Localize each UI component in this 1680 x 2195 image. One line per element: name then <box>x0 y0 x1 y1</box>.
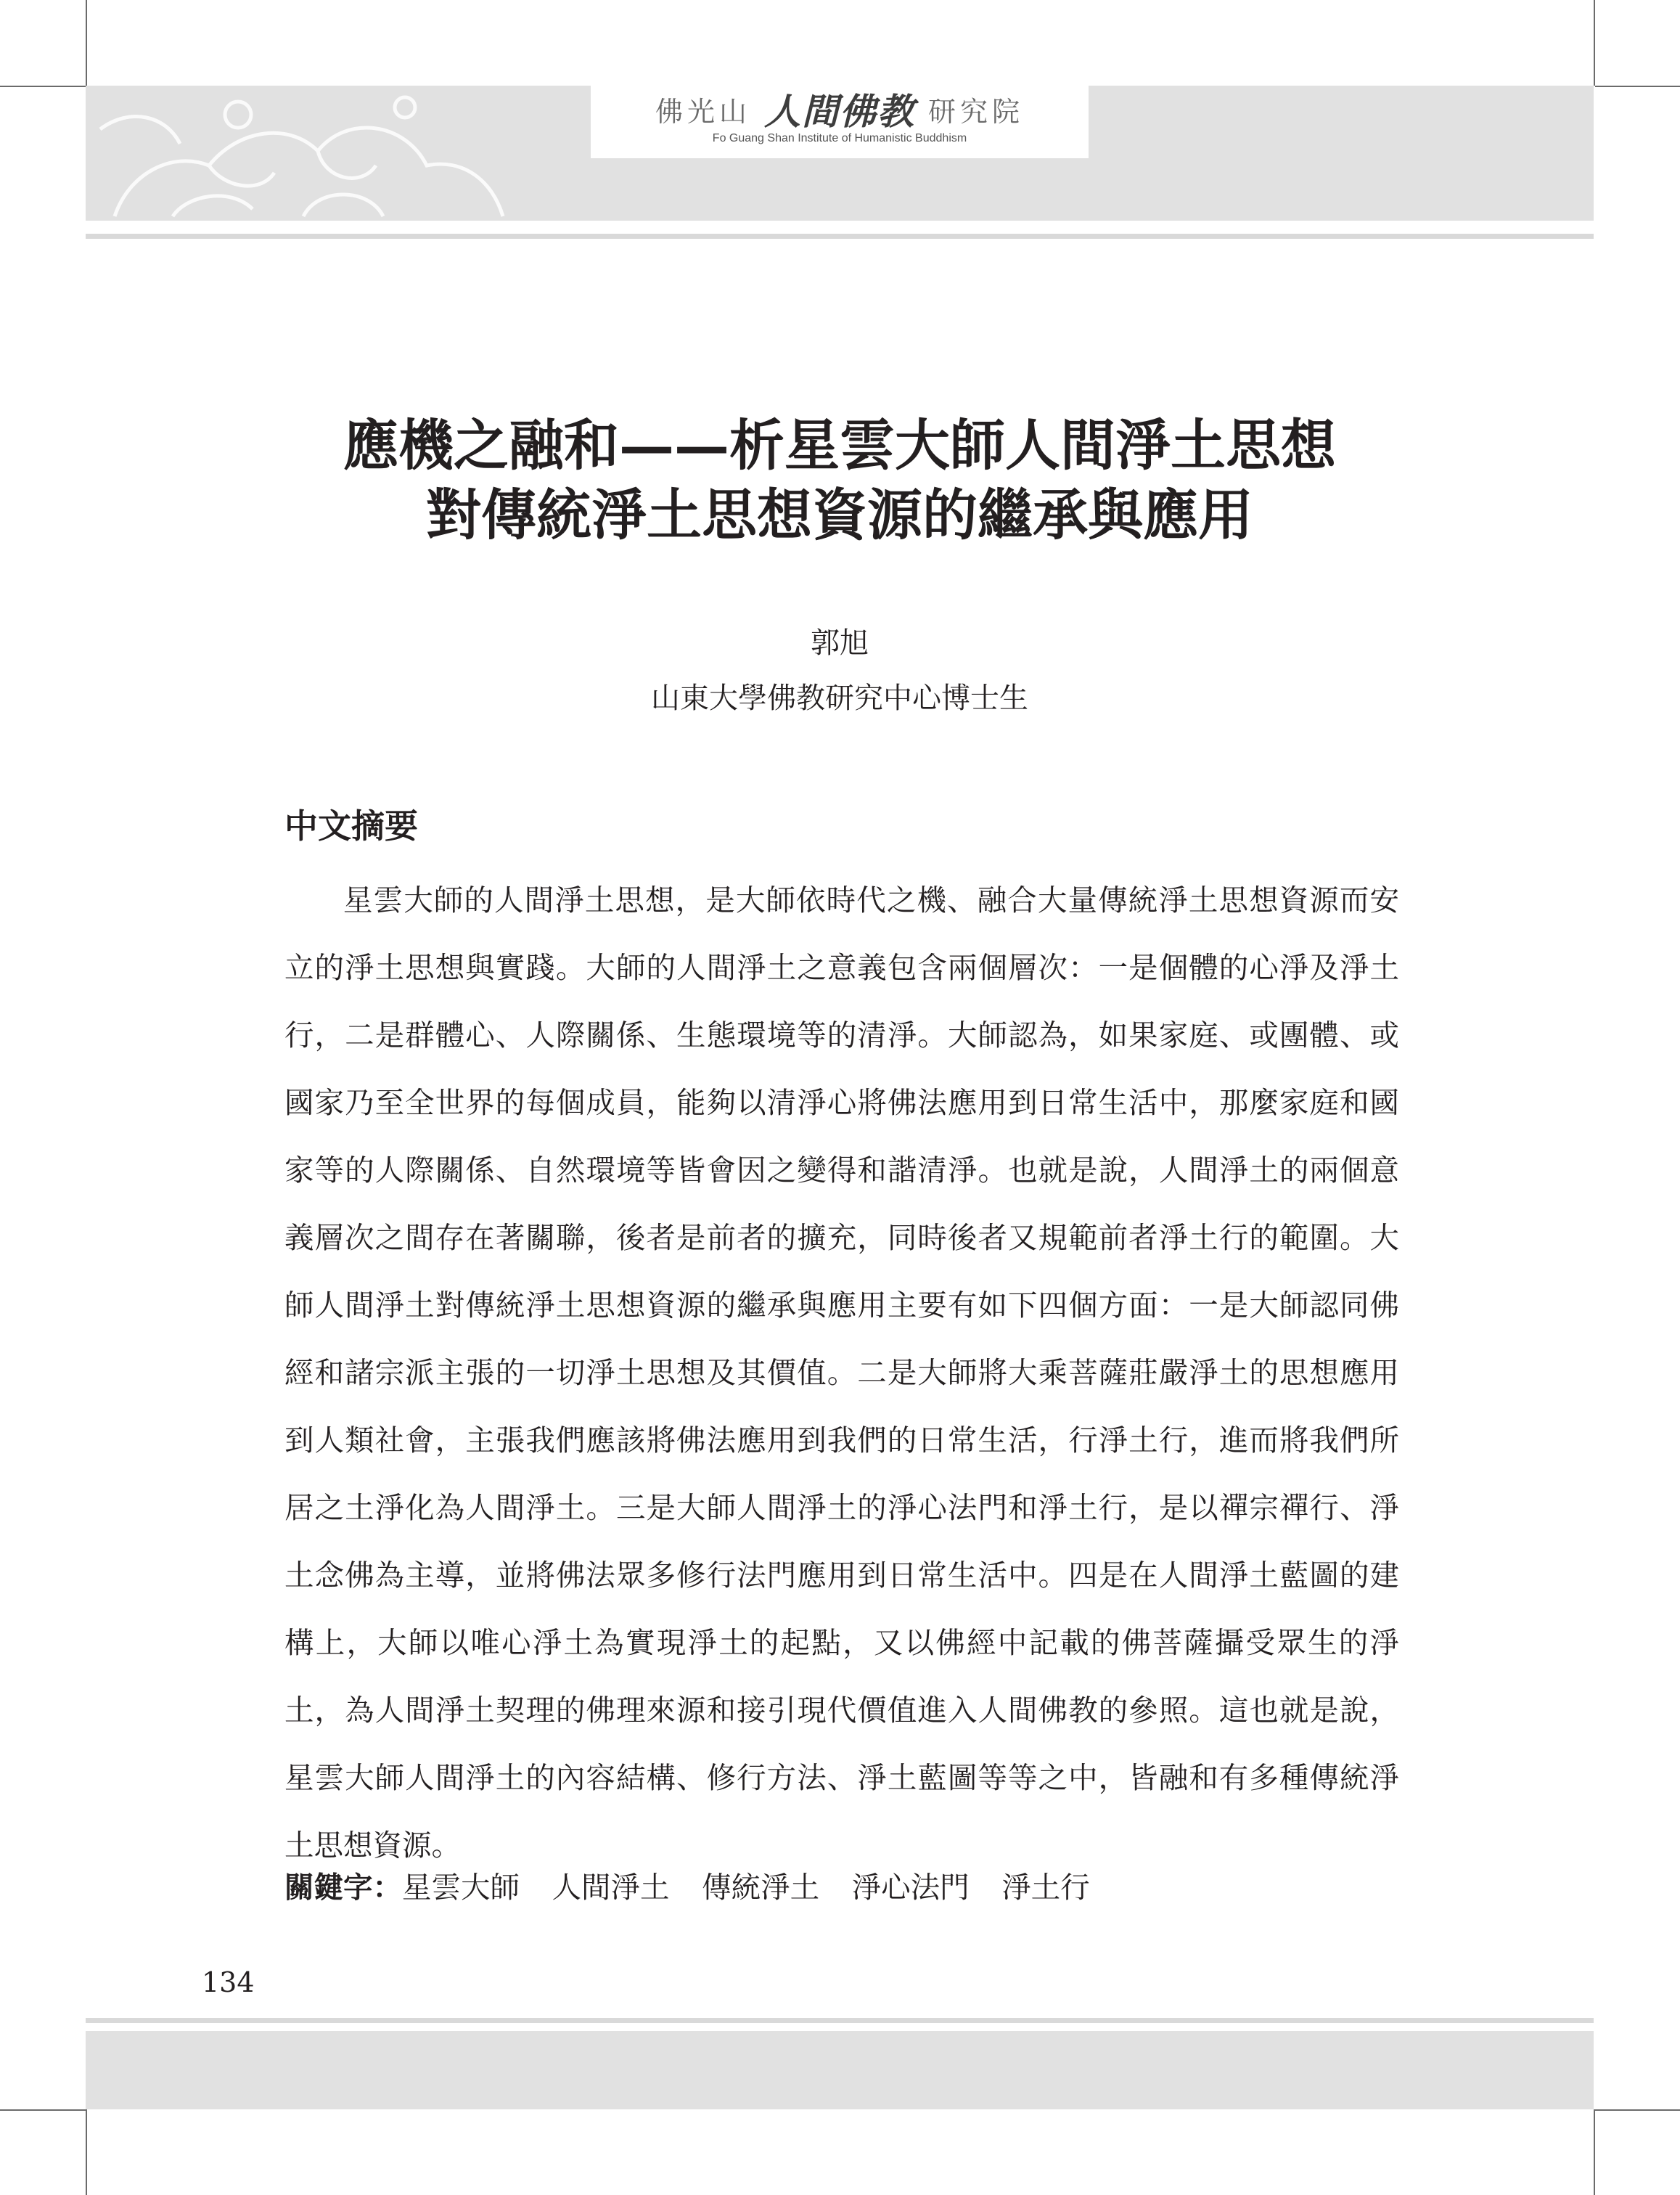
author-name: 郭旭 <box>811 626 869 660</box>
keywords-label: 關鍵字： <box>284 1870 402 1905</box>
keywords-line <box>284 1865 1399 1909</box>
author-affiliation: 山東大學佛教研究中心博士生 <box>651 682 1028 715</box>
lotus-ornament-icon <box>86 86 507 221</box>
footer-divider <box>86 2018 1594 2023</box>
header-divider <box>86 234 1594 239</box>
paper-title-line-2: 對傳統淨土思想資源的繼承與應用 <box>426 483 1253 547</box>
keyword-item: 傳統淨土 <box>702 1870 820 1905</box>
keyword-item: 淨心法門 <box>851 1870 970 1905</box>
crop-mark <box>86 2109 87 2195</box>
crop-mark <box>1594 2109 1595 2195</box>
footer-band <box>86 2031 1594 2109</box>
crop-mark <box>1595 86 1680 87</box>
logo-subtitle: Fo Guang Shan Institute of Humanistic Buddhism <box>712 132 967 144</box>
crop-mark <box>1594 0 1595 86</box>
abstract-heading: 中文摘要 <box>284 806 418 846</box>
keyword-item: 人間淨土 <box>552 1870 670 1905</box>
logo-right-text: 研究院 <box>928 95 1025 128</box>
logo-left-text: 佛光山 <box>655 95 751 128</box>
crop-mark <box>0 86 86 87</box>
logo-brush-text: 人間佛教 <box>764 90 915 133</box>
crop-mark <box>0 2109 86 2111</box>
institute-logo <box>591 86 1089 158</box>
crop-mark <box>1595 2109 1680 2111</box>
keyword-item: 星雲大師 <box>402 1870 520 1905</box>
crop-mark <box>86 0 87 86</box>
logo-wordmark <box>591 86 1089 132</box>
abstract-body: 星雲大師的人間淨土思想，是大師依時代之機、融合大量傳統淨土思想資源而安立的淨土思想與實踐。大師的人間淨土之意義包含兩個層次：一是個體的心淨及淨土行，二是群體心、人際關係、生態環境等的清淨。大師認為，如果家庭、或團體、或國家乃至全世界的每個成員，能夠以清淨心將佛法應用到日常生活中，那麼家庭和國家等的人際關係、自然環境等皆會因之變得和諧清淨。也就是說，人間淨土的兩個意義層次之間存在著關聯，後者是前者的擴充，同時後者又規範前者淨土行的範圍。大師人間淨土對傳統淨土思想資源的繼承與應用主要有如下四個方面：一是大師認同佛經和諸宗派主張的一切淨土思想及其價值。二是大師將大乘菩薩莊嚴淨土的思想應用到人類社會，主張我們應該將佛法應用到我們的日常生活，行淨土行，進而將我們所居之土淨化為人間淨土。三是大師人間淨土的淨心法門和淨土行，是以禪宗禪行、淨土念佛為主導，並將佛法眾多修行法門應用到日常生活中。四是在人間淨土藍圖的建構上，大師以唯心淨土為實現淨土的起點，又以佛經中記載的佛菩薩攝受眾生的淨土，為人間淨土契理的佛理來源和接引現代價值進入人間佛教的參照。這也就是說，星雲大師人間淨土的內容結構、修行方法、淨土藍圖等等之中，皆融和有多種傳統淨土思想資源。 <box>284 883 1399 1863</box>
paper-title-line-1: 應機之融和——析星雲大師人間淨土思想 <box>343 413 1336 478</box>
page-number: 134 <box>202 1966 255 1998</box>
keyword-item: 淨土行 <box>1001 1870 1090 1905</box>
